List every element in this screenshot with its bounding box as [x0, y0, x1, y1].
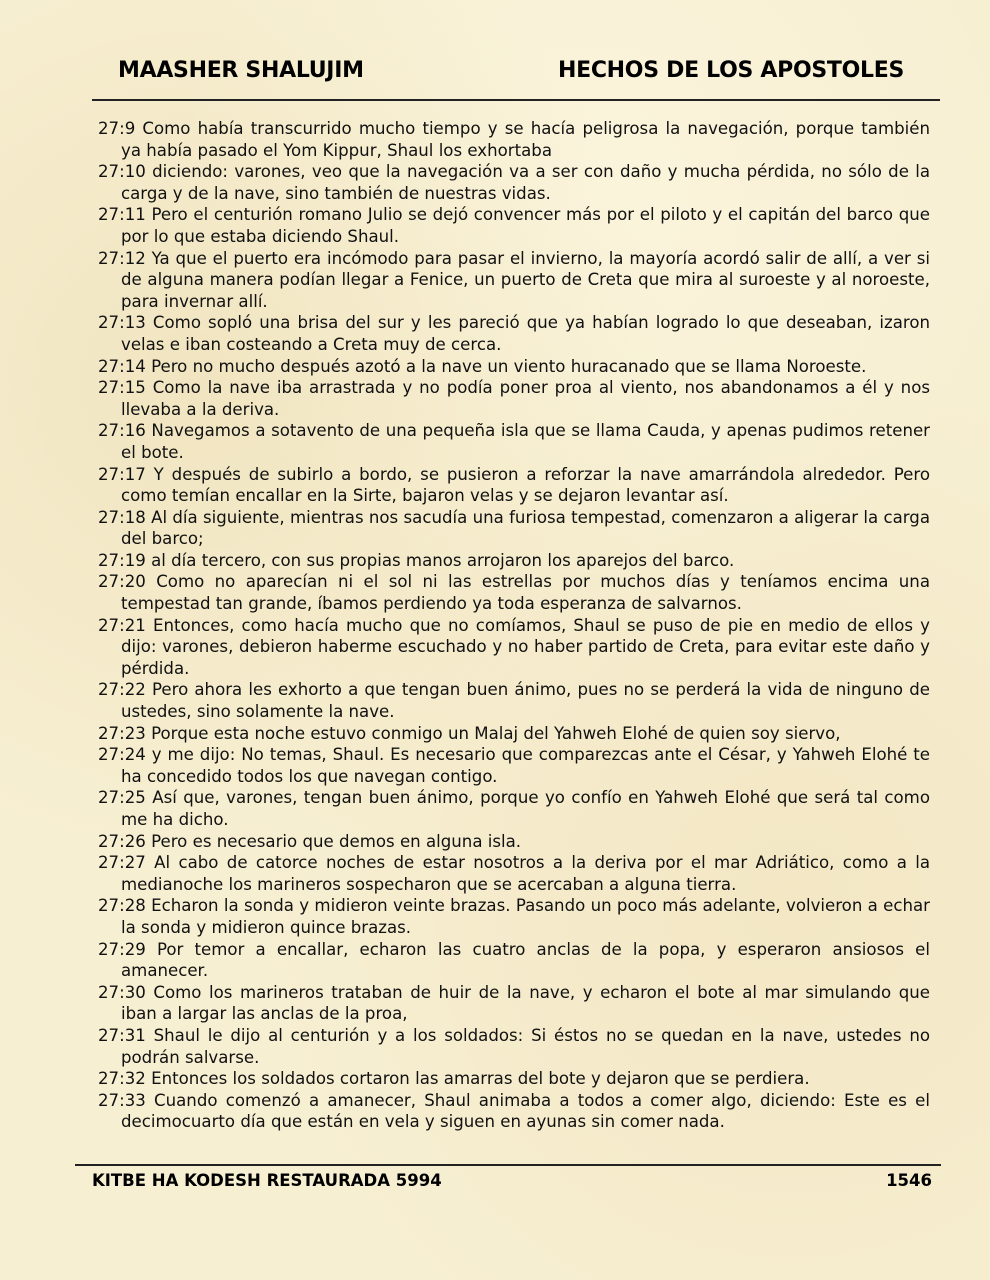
verse-27-20: 27:20 Como no aparecían ni el sol ni las estrellas por muchos días y teníamos encima una tempestad tan grande, íbamos perdiendo ya toda esperanza de salvarnos.: [98, 572, 930, 614]
verse-list: [98, 118, 930, 1133]
verse-27-22: 27:22 Pero ahora les exhorto a que tengan buen ánimo, pues no se perderá la vida de ninguno de ustedes, sino solamente la nave.: [98, 680, 930, 722]
header-divider: [92, 99, 940, 101]
verse-27-13: 27:13 Como sopló una brisa del sur y les pareció que ya habían logrado lo que deseaban, izaron velas e iban costeando a Creta muy de cerca.: [98, 313, 930, 354]
footer-divider: [75, 1164, 941, 1166]
verse-27-23: 27:23 Porque esta noche estuvo conmigo un Malaj del Yahweh Elohé de quien soy siervo,: [98, 723, 841, 743]
verse-27-33: 27:33 Cuando comenzó a amanecer, Shaul animaba a todos a comer algo, diciendo: Este es el decimocuarto día que están en vela y siguen en ayunas sin comer nada.: [98, 1090, 930, 1132]
verse-27-25: 27:25 Así que, varones, tengan buen ánimo, porque yo confío en Yahweh Elohé que será tal como me ha dicho.: [98, 788, 930, 829]
verse-27-21: 27:21 Entonces, como hacía mucho que no comíamos, Shaul se puso de pie en medio de ellos y dijo: varones, debieron haberme escuchado y no haber partido de Creta, para evitar este daño y pérdida.: [98, 615, 930, 678]
verse-27-15: 27:15 Como la nave iba arrastrada y no podía poner proa al viento, nos abandonamos a él y nos llevaba a la deriva.: [98, 378, 930, 419]
verse-27-32: 27:32 Entonces los soldados cortaron las amarras del bote y dejaron que se perdiera.: [98, 1069, 810, 1089]
verse-27-18: 27:18 Al día siguiente, mientras nos sacudía una furiosa tempestad, comenzaron a aligerar la carga del barco;: [98, 507, 930, 549]
verse-27-28: 27:28 Echaron la sonda y midieron veinte brazas. Pasando un poco más adelante, volvieron a echar la sonda y midieron quince brazas.: [98, 896, 930, 937]
verse-27-19: 27:19 al día tercero, con sus propias manos arrojaron los aparejos del barco.: [98, 550, 735, 570]
verse-27-29: 27:29 Por temor a encallar, echaron las cuatro anclas de la popa, y esperaron ansiosos el amanecer.: [98, 939, 930, 981]
verse-27-14: 27:14 Pero no mucho después azotó a la nave un viento huracanado que se llama Noroeste.: [98, 356, 867, 376]
verse-27-16: 27:16 Navegamos a sotavento de una pequeña isla que se llama Cauda, y apenas pudimos retener el bote.: [98, 421, 930, 462]
verse-27-31: 27:31 Shaul le dijo al centurión y a los soldados: Si éstos no se quedan en la nave, ustedes no podrán salvarse.: [98, 1025, 930, 1067]
verse-27-12: 27:12 Ya que el puerto era incómodo para pasar el invierno, la mayoría acordó salir de allí, a ver si de alguna manera podían llegar a Fenice, un puerto de Creta que mira al suroeste y al noroeste, para invernar allí.: [98, 248, 930, 311]
page-header: [92, 58, 940, 98]
verse-27-26: 27:26 Pero es necesario que demos en alguna isla.: [98, 831, 522, 851]
footer-page-number: 1546: [886, 1171, 932, 1190]
verse-27-9: 27:9 Como había transcurrido mucho tiempo y se hacía peligrosa la navegación, porque también ya había pasado el Yom Kippur, Shaul los exhortaba: [98, 119, 930, 160]
verse-27-30: 27:30 Como los marineros trataban de huir de la nave, y echaron el bote al mar simulando que iban a largar las anclas de la proa,: [98, 982, 930, 1024]
verse-27-17: 27:17 Y después de subirlo a bordo, se pusieron a reforzar la nave amarrándola alrededor. Pero como temían encallar en la Sirte, bajaron velas y se dejaron levantar así.: [98, 464, 930, 506]
footer-book-title: KITBE HA KODESH RESTAURADA 5994: [92, 1171, 442, 1190]
verse-27-24: 27:24 y me dijo: No temas, Shaul. Es necesario que comparezcas ante el César, y Yahweh Elohé te ha concedido todos los que navegan contigo.: [98, 745, 930, 786]
header-left-title: MAASHER SHALUJIM: [118, 58, 364, 83]
verse-27-27: 27:27 Al cabo de catorce noches de estar nosotros a la deriva por el mar Adriático, como a la medianoche los marineros sospecharon que se acercaban a alguna tierra.: [98, 853, 930, 894]
verse-27-10: 27:10 diciendo: varones, veo que la navegación va a ser con daño y mucha pérdida, no sólo de la carga y de la nave, sino también de nuestras vidas.: [98, 162, 930, 203]
verse-27-11: 27:11 Pero el centurión romano Julio se dejó convencer más por el piloto y el capitán del barco que por lo que estaba diciendo Shaul.: [98, 205, 930, 246]
header-right-title: HECHOS DE LOS APOSTOLES: [558, 58, 904, 83]
